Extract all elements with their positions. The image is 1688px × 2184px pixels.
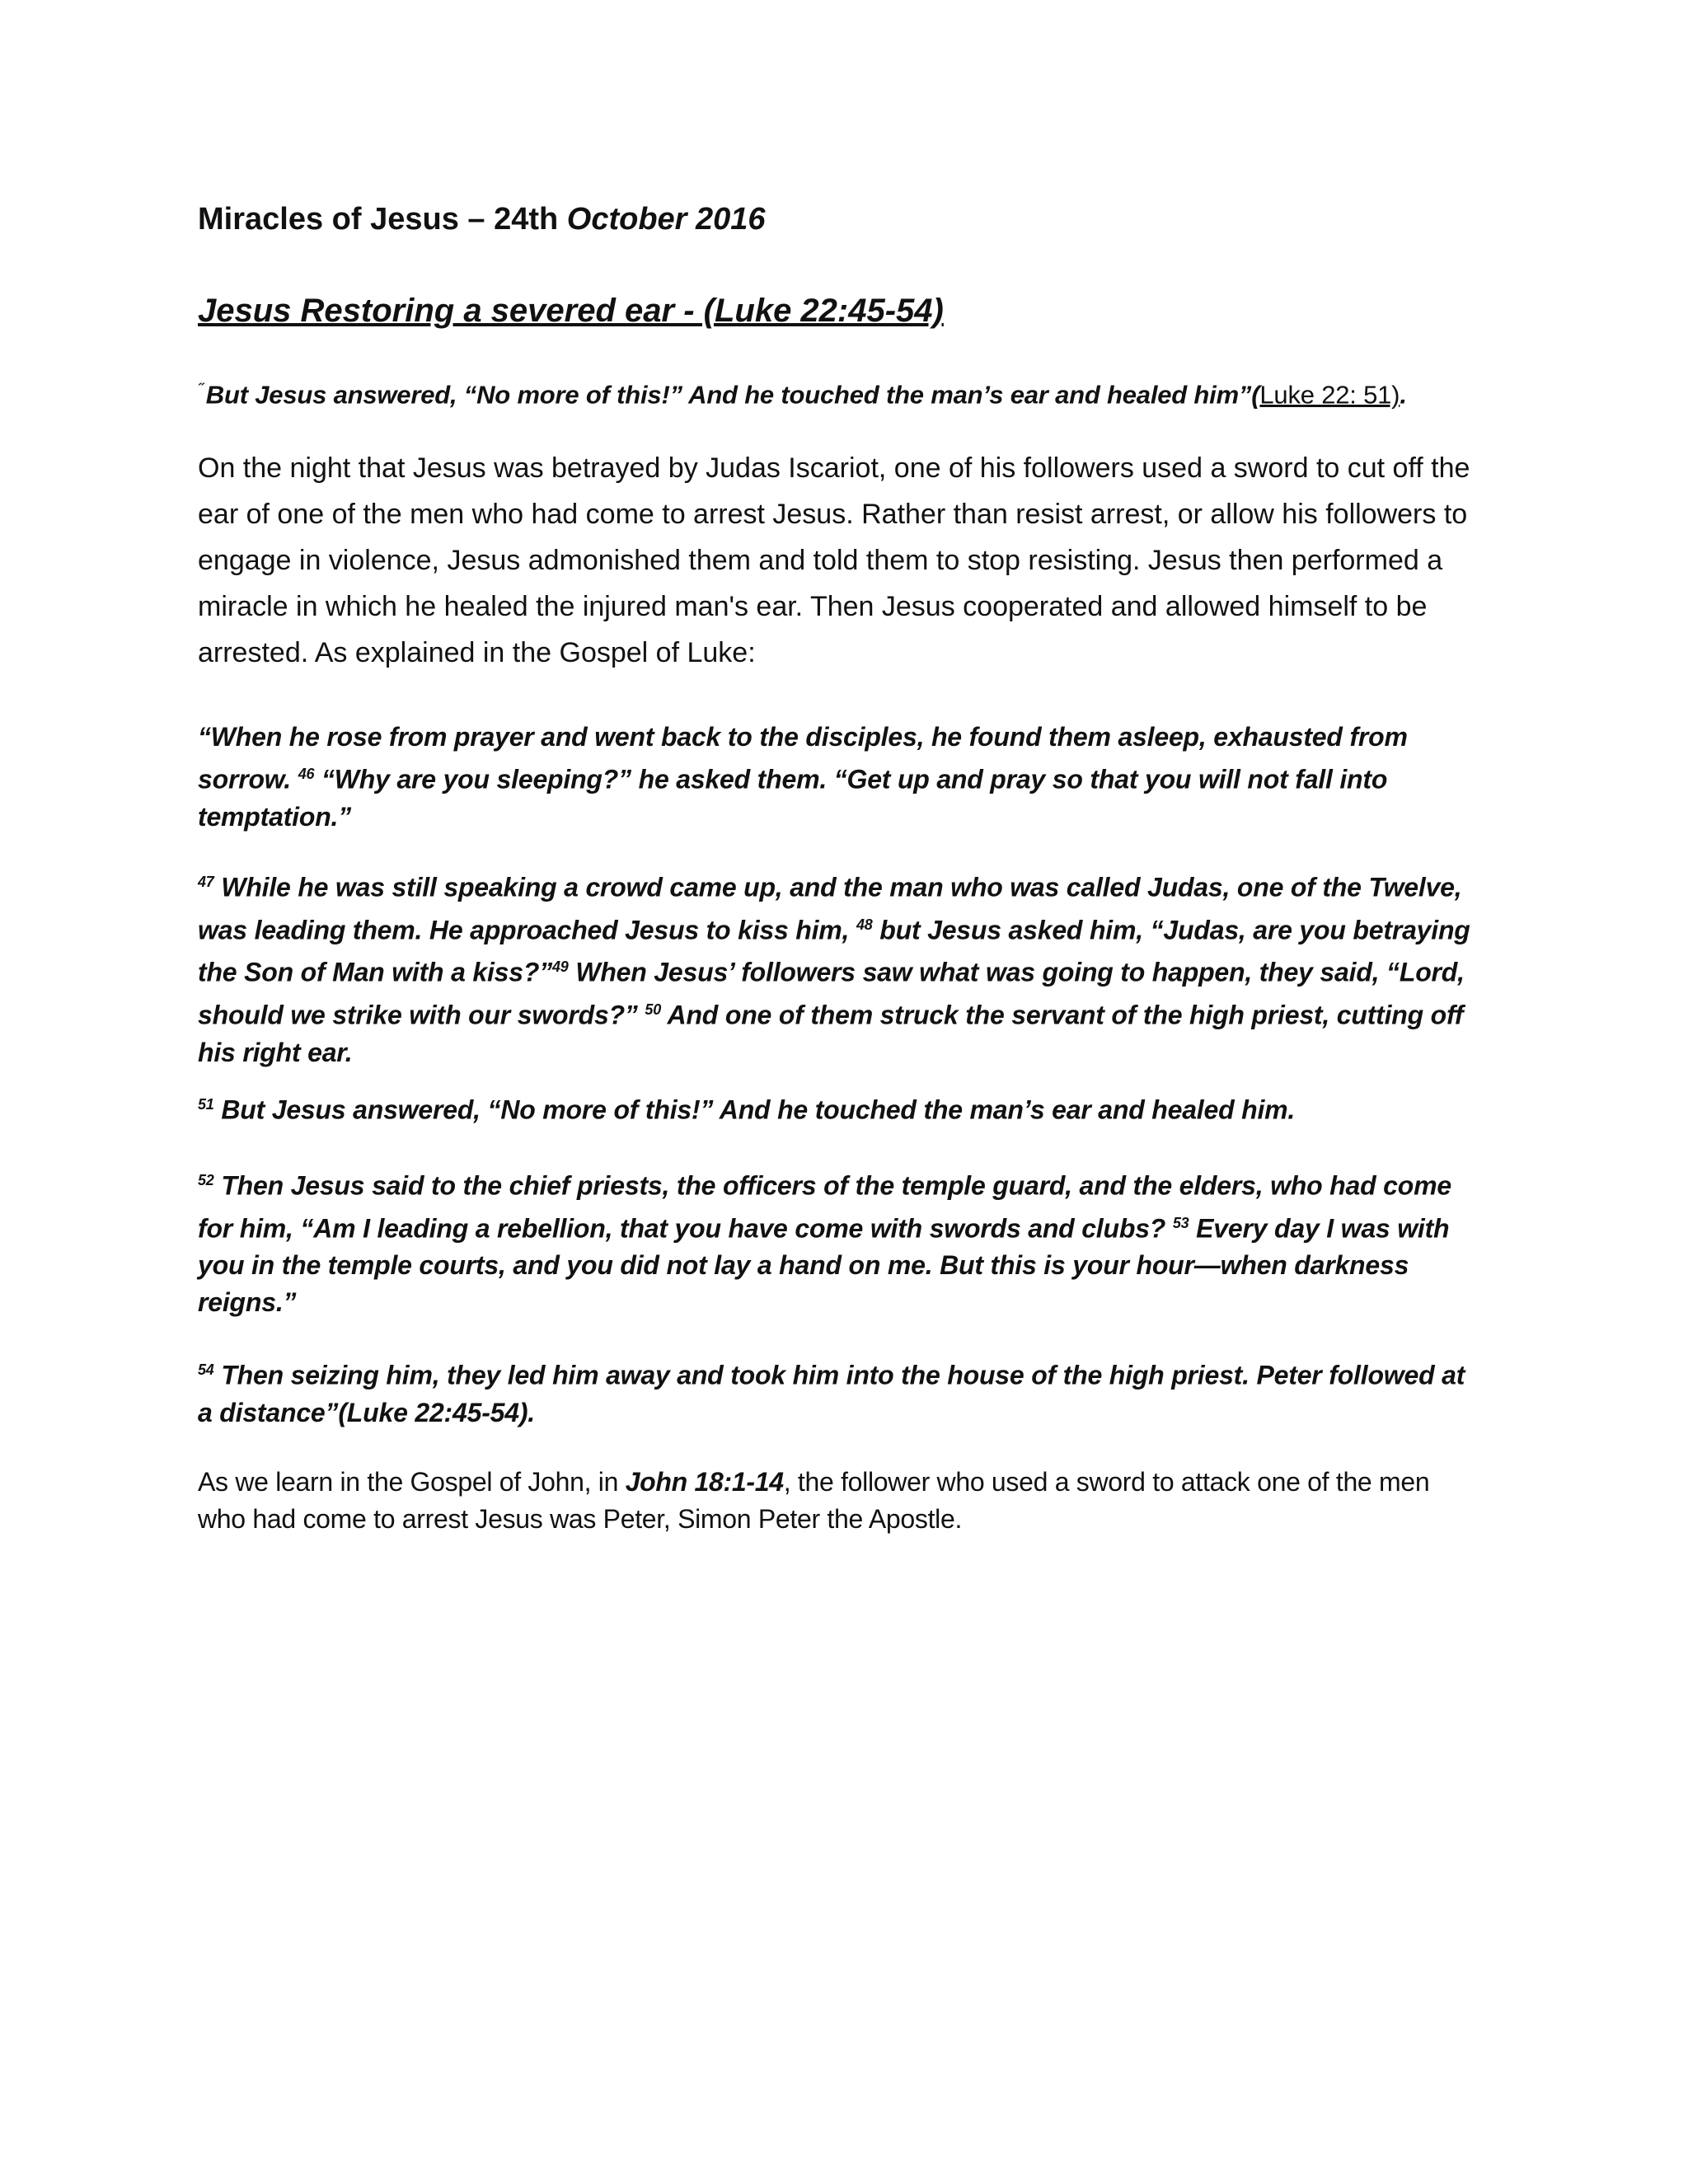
verse-number: 54 [198,1361,214,1378]
quote-text: but Jesus asked him, “Judas, are you betraying the Son of Man with a kiss?” [198,915,1470,987]
quote-text: “When he rose from prayer and went back to the disciples, he found them asleep, exhausted from sorrow. [198,722,1408,794]
scripture-quote-3 [198,1086,1484,1129]
quote-text: Then seizing him, they led him away and took him into the house of the high priest. Peter followed at a distance”(Luke 22:45-54). [198,1360,1465,1427]
scripture-quote-4 [198,1162,1484,1321]
verse-number: 51 [198,1096,214,1113]
epigraph-end: . [1400,380,1407,410]
closing-reference: John 18:1-14 [625,1467,784,1497]
verse-number: 53 [1172,1214,1189,1231]
quote-text: When Jesus’ followers saw what was going to happen, they said, “Lord, should we strike with our swords?” [198,957,1465,1030]
quote-text: And one of them struck the servant of the high priest, cutting off his right ear. [198,1000,1464,1067]
scripture-quote-2 [198,864,1484,1071]
verse-number: 49 [552,958,569,976]
verse-number: 48 [856,916,873,933]
scripture-quote-5 [198,1352,1484,1432]
epigraph-reference-link[interactable]: Luke 22: 51) [1259,380,1400,410]
quote-text: Then Jesus said to the chief priests, the officers of the temple guard, and the elders, who had come for him, “Am I leading a rebellion, that you have come with swords and clubs? [198,1170,1451,1244]
section-heading: Jesus Restoring a severed ear - (Luke 22:45-54) [198,293,944,329]
closing-text: As we learn in the Gospel of John, in [198,1467,626,1497]
epigraph [198,373,1484,411]
title-text: Miracles of Jesus – 24th [198,202,559,237]
verse-number: 52 [198,1172,214,1188]
epigraph-mark: ˝ [198,381,203,397]
closing-paragraph [198,1464,1484,1538]
title-date: October 2016 [566,202,766,237]
quote-text: While he was still speaking a crowd came up, and the man who was called Judas, one of the Twelve, was leading them. He approached Jesus to kiss him, [198,872,1462,945]
scripture-quote-1 [198,719,1484,836]
intro-paragraph: On the night that Jesus was betrayed by Judas Iscariot, one of his followers used a sword to cut off the ear of one of the men who had come to arrest Jesus. Rather than resist arrest, or allow his followers to engage in violence, Jesus admonished them and told them to stop resisting. Jesus then performed a miracle in which he healed the injured man's ear. Then Jesus cooperated and allowed himself to be arrested. As explained in the Gospel of Luke: [198,452,1470,668]
quote-text: “Why are you sleeping?” he asked them. “Get up and pray so that you will not fall into temptation.” [198,764,1388,832]
verse-number: 46 [298,766,315,782]
verse-number: 47 [198,874,214,890]
closing-text: , the follower who used a sword to attack one of the men who had come to arrest Jesus was Peter, Simon Peter the Apostle. [198,1467,1430,1534]
quote-text: Every day I was with you in the temple courts, and you did not lay a hand on me. But this is your hour—when darkness reigns.” [198,1213,1450,1318]
page-title [198,199,1484,239]
quote-text: But Jesus answered, “No more of this!” And he touched the man’s ear and healed him. [213,1094,1296,1125]
verse-number: 50 [645,1001,662,1018]
epigraph-text: But Jesus answered, “No more of this!” And he touched the man’s ear and healed him”( [205,380,1260,410]
